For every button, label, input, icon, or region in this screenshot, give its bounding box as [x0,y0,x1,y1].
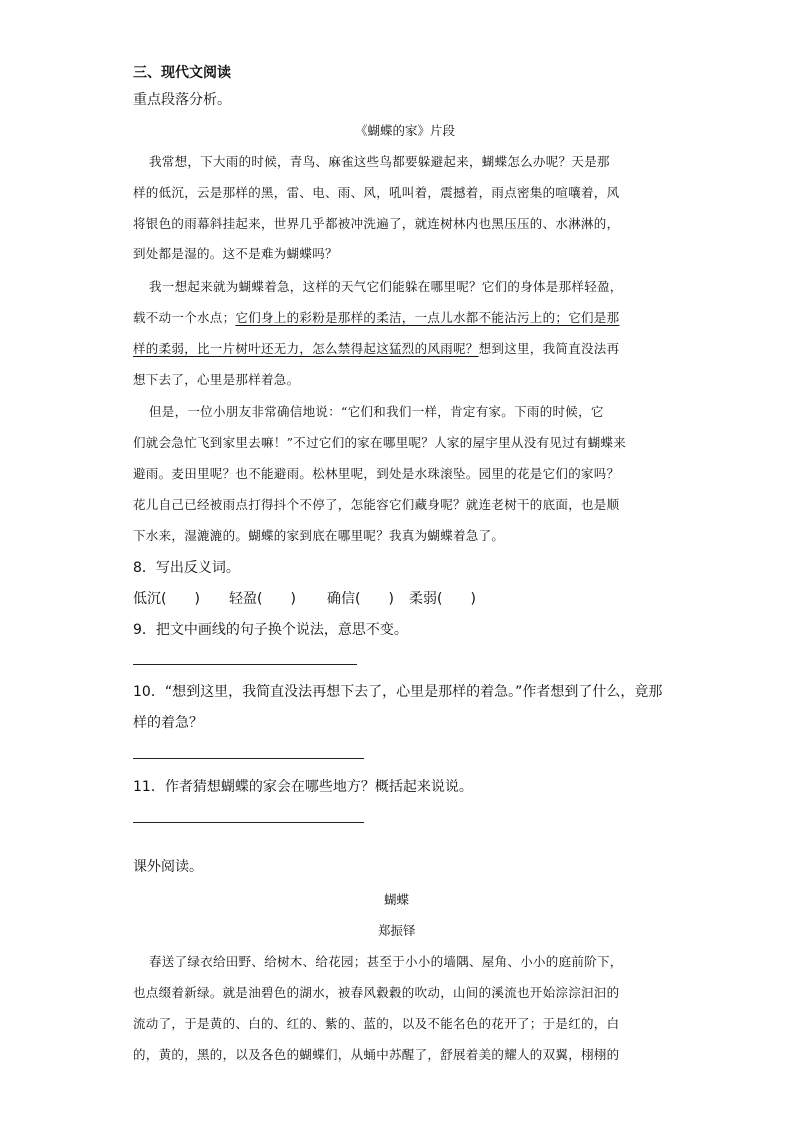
passage-p2-line [133,308,619,326]
antonym-blank[interactable]: 轻盈( ) [229,591,296,607]
passage-title: 《蝴蝶的家》片段 [355,123,456,138]
plain-text: 想到这里，我简直没法再 [478,341,620,356]
extra-p1-line: 也点缀着新绿。就是油碧色的湖水，被春风縠縠的吹动，山间的溪流也开始淙淙汩汩的 [133,985,620,1000]
extra-reading-intro: 课外阅读。 [133,859,203,875]
answer-line-q11[interactable] [133,822,364,823]
question-10-prompt: 10．“想到这里，我简直没法再想下去了，心里是那样的着急。”作者想到了什么，竟那 [133,684,663,700]
extra-p1-line: 流动了，于是黄的、白的、红的、紫的、蓝的，以及不能名色的花开了；于是红的，白 [133,1016,620,1031]
passage-p3-line: 但是，一位小朋友非常确信地说：“它们和我们一样，肯定有家。下雨的时候，它 [149,404,604,419]
passage-p3-line: 们就会急忙飞到家里去嘛！”不过它们的家在哪里呢？人家的屋宇里从没有见过有蝴蝶来 [133,435,627,450]
antonym-blank[interactable]: 柔弱( ) [409,591,476,607]
extra-p1-line: 的，黄的，黑的，以及各色的蝴蝶们，从蛹中苏醒了，舒展着美的耀人的双翼，栩栩的 [133,1047,620,1062]
extra-p1-line: 春送了绿衣给田野、给树木、给花园；甚至于小小的墙隅、屋角、小小的庭前阶下， [149,954,623,969]
question-9-prompt: 9．把文中画线的句子换个说法，意思不变。 [133,622,408,638]
passage-p2-line: 我一想起来就为蝴蝶着急，这样的天气它们能躲在哪里呢？它们的身体是那样轻盈， [149,279,623,294]
question-10-prompt-cont: 样的着急？ [133,715,203,731]
section-title: 三、现代文阅读 [133,65,231,81]
passage-p1-line: 我常想，下大雨的时候，青鸟、麻雀这些鸟都要躲避起来，蝴蝶怎么办呢？天是那 [149,154,610,169]
answer-line-q9[interactable] [133,664,357,665]
passage-p1-line: 样的低沉，云是那样的黑，雷、电、雨、风，吼叫着，震撼着，雨点密集的喧嚷着，风 [133,185,620,200]
passage-p1-line: 到处都是湿的。这不是难为蝴蝶吗？ [133,246,338,261]
plain-text: 载不动一个水点； [133,310,236,325]
question-8-answers [133,588,476,608]
antonym-blank[interactable]: 确信( ) [327,591,394,607]
section-intro: 重点段落分析。 [133,92,231,108]
question-8-prompt: 8．写出反义词。 [133,560,240,576]
question-11-prompt: 11．作者猜想蝴蝶的家会在哪些地方？概括起来说说。 [133,779,473,795]
passage-p3-line: 避雨。麦田里呢？也不能避雨。松林里呢，到处是水珠滚坠。园里的花是它们的家吗？ [133,466,620,481]
passage-p1-line: 将银色的雨幕斜挂起来，世界几乎都被冲洗遍了，就连树林内也黑压压的、水淋淋的， [133,216,620,231]
passage-p3-line: 下水来，湿漉漉的。蝴蝶的家到底在哪里呢？我真为蝴蝶着急了。 [133,528,505,543]
passage-p2-line: 想下去了，心里是那样着急。 [133,372,300,387]
passage-p2-line [133,339,619,357]
underlined-sentence: 样的柔弱，比一片树叶还无力，怎么禁得起这猛烈的风雨呢？ [133,341,479,356]
answer-line-q10[interactable] [133,758,364,759]
extra-passage-author: 郑振铎 [378,923,416,938]
extra-passage-title: 蝴蝶 [384,892,410,907]
underlined-sentence: 它们身上的彩粉是那样的柔洁，一点儿水都不能沾污上的；它们是那 [235,310,620,325]
passage-p3-line: 花儿自己已经被雨点打得抖个不停了，怎能容它们藏身呢？就连老树干的底面，也是顺 [133,497,620,512]
antonym-blank[interactable]: 低沉( ) [133,591,200,607]
